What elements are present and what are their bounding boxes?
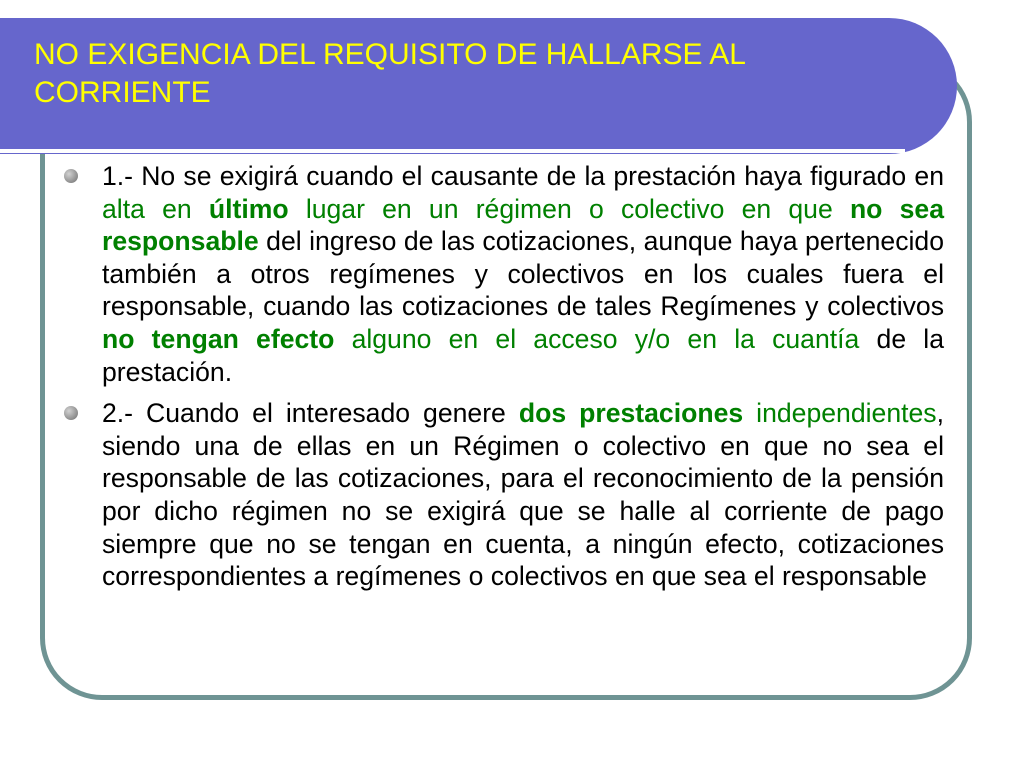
highlight-bold-text: no tengan efecto xyxy=(102,323,335,354)
bullet-list xyxy=(102,160,944,602)
highlight-bold-text: dos prestaciones xyxy=(518,398,744,429)
highlight-text: alta en xyxy=(102,193,209,224)
highlight-text: independientes xyxy=(743,398,937,429)
highlight-bold-text: no sea responsable xyxy=(102,193,944,257)
text-segment: , siendo una de ellas en un Régimen o colectivo en que no sea el responsable de las cotizaciones, para el reconocimiento de la pensión por dicho régimen no se exigirá que se halle al corriente de pago siempre que no se tengan en cuenta, a ningún efecto, cotizaciones correspondientes a regímenes o colectivos en que sea el responsable xyxy=(102,398,944,592)
text-segment: de la prestación. xyxy=(102,323,944,387)
text-segment: 1.- No se exigirá cuando el causante de la prestación haya figurado en xyxy=(102,161,944,191)
title-underline xyxy=(0,149,905,153)
highlight-text: alguno en el acceso y/o en la cuantía xyxy=(334,323,860,354)
highlight-bold-text: último xyxy=(208,193,289,224)
bullet-item-2 xyxy=(102,397,944,593)
bullet-item-1 xyxy=(102,160,944,388)
text-segment: 2.- Cuando el interesado genere xyxy=(102,398,519,429)
bullet-dot-icon xyxy=(64,169,78,183)
text-segment: del ingreso de las cotizaciones, aunque haya pertenecido también a otros regímenes y colectivos en los cuales fuera el responsable, cuando las cotizaciones de tales Regímenes y colectivos xyxy=(102,226,944,322)
highlight-text: lugar en un régimen o colectivo en que xyxy=(288,193,850,224)
slide-title: NO EXIGENCIA DEL REQUISITO DE HALLARSE AL CORRIENTE xyxy=(34,38,745,109)
